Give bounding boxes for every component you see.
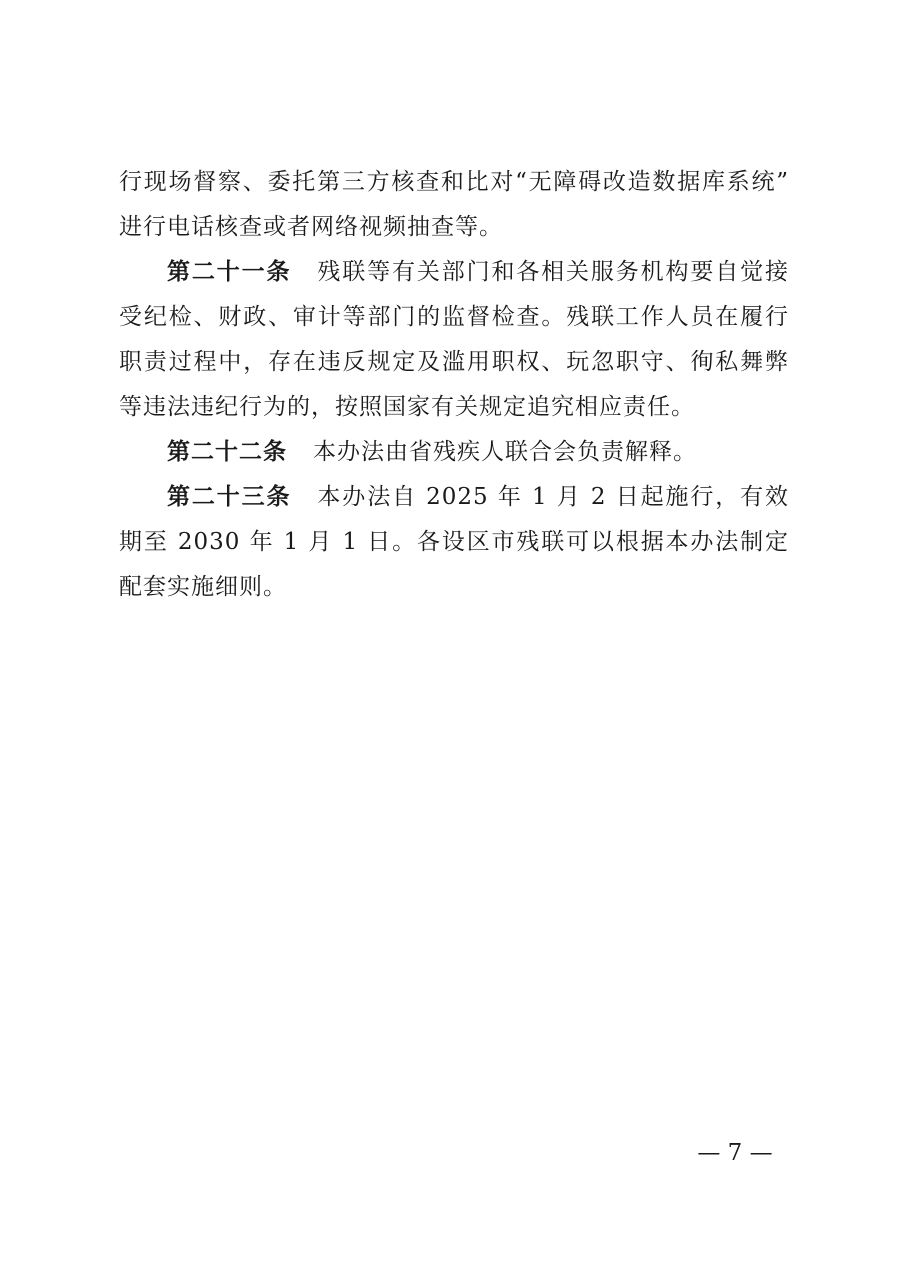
document-body [119,160,789,610]
paragraph-text-line-1: 行现场督察、委托第三方核查和比对“无障碍改造数据库系统” [119,169,789,195]
article-21-number: 第二十一条 [167,259,292,285]
article-23-paragraph [119,475,789,610]
article-21-text: 残联等有关部门和各相关服务机构要自觉接受纪检、财政、审计等部门的监督检查。残联工作人员在履行职责过程中，存在违反规定及滥用职权、玩忽职守、徇私舞弊等违法违纪行为的，按照国家有关规定追究相应责任。 [119,259,790,420]
article-22-text: 本办法由省残疾人联合会负责解释。 [313,439,697,465]
article-23-text: 本办法自 2025 年 1 月 2 日起施行，有效期至 2030 年 1 月 1 日。各设区市残联可以根据本办法制定配套实施细则。 [119,484,789,600]
paragraph-continuation [119,160,789,250]
article-22-number: 第二十二条 [167,439,287,465]
page-number: — 7 — [697,1140,773,1166]
article-22-paragraph [119,430,789,475]
article-21-paragraph [119,250,789,430]
article-23-number: 第二十三条 [167,484,292,510]
paragraph-text-line-2: 进行电话核查或者网络视频抽查等。 [119,214,503,240]
